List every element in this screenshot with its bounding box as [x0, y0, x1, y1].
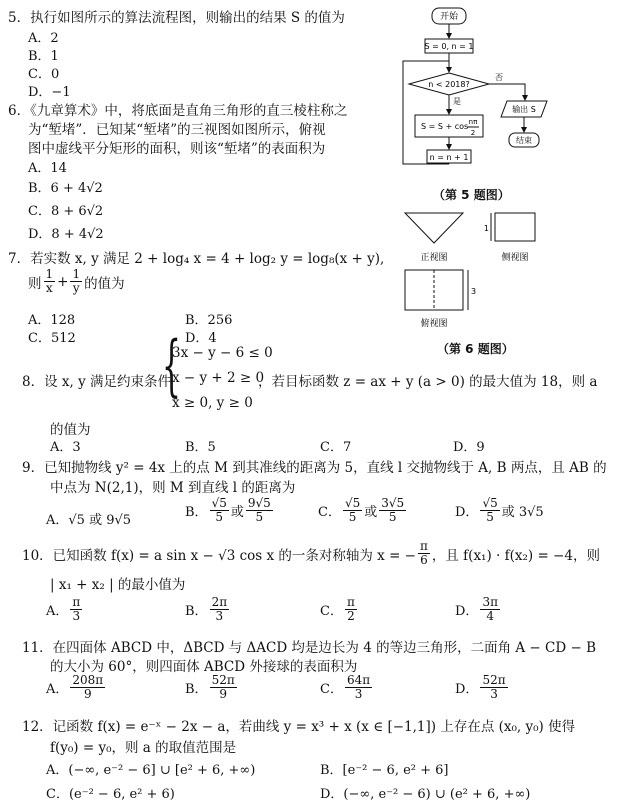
- q10-line2: | x₁ + x₂ | 的最小值为: [50, 577, 186, 593]
- side-view-dim: 1: [483, 224, 489, 233]
- flow-yes-label: 是: [453, 97, 461, 106]
- three-views-figure: [395, 205, 555, 330]
- q7-line2-pre: 则: [28, 275, 42, 292]
- flow-output-label: 输出 S: [512, 105, 536, 114]
- q7-line2-post: 的值为: [84, 275, 125, 292]
- q8-pre: 8．设 x, y 满足约束条件: [22, 374, 171, 390]
- q8-line2: 的值为: [50, 422, 91, 438]
- q10-line1: 10．已知函数 f(x) = a sin x − √3 cos x 的一条对称轴为 x = − $\frac{\pi}{6}$ ，且 f(x₁) · f(x₂) = −4，则: [22, 539, 600, 567]
- q11-option-b: B． $\frac{52\pi}{9}$: [185, 673, 235, 701]
- q8-brace: {: [162, 327, 181, 404]
- q9-line2: 中点为 N(2,1)，则 M 到直线 l 的距离为: [50, 480, 296, 496]
- q11-line2: 的大小为 60°，则四面体 ABCD 外接球的表面积为: [50, 659, 358, 675]
- flow-init-label: S = 0, n = 1: [424, 42, 474, 51]
- front-view-shape: [405, 213, 463, 243]
- q7-line2: 则 $\frac{1}{x}$ + $\frac{1}{y}$ 的值为: [28, 267, 125, 295]
- q12-line2: f(y₀) = y₀，则 a 的取值范围是: [50, 740, 237, 756]
- q11-option-d: D． $\frac{52\pi}{3}$: [455, 673, 506, 701]
- q11-option-a: A． $\frac{208\pi}{9}$: [46, 673, 104, 701]
- q12-line1: 12．记函数 f(x) = e⁻ˣ − 2x − a，若曲线 y = x³ + x (x ∈ [−1,1]) 上存在点 (x₀, y₀) 使得: [22, 719, 576, 735]
- q8-option-c: C．7: [320, 440, 352, 455]
- q6-option-d: D．8 + 4√2: [28, 227, 104, 242]
- q6-option-c: C．8 + 6√2: [28, 204, 104, 219]
- flow-end-label: 结束: [516, 136, 532, 145]
- flow-incr-label: n = n + 1: [429, 153, 469, 162]
- q7-frac-1y: $\frac{1}{y}$: [72, 267, 81, 295]
- q9-option-d: D． $\frac{√5}{5}$ 或 3√5: [455, 496, 544, 524]
- q6-line1: 6．《九章算术》中，将底面是直角三角形的直三棱柱称之: [8, 103, 348, 119]
- q8-constraint-3: x ≥ 0, y ≥ 0: [172, 395, 253, 411]
- q8-option-d: D．9: [453, 440, 485, 455]
- front-view-label: 正视图: [420, 253, 448, 263]
- flow-no-label: 否: [495, 73, 503, 82]
- q8-post: ，若目标函数 z = ax + y (a > 0) 的最大值为 18，则 a: [258, 374, 598, 390]
- q8-constraint-1: 3x − y − 6 ≤ 0: [172, 345, 273, 361]
- q10-option-c: C． $\frac{\pi}{2}$: [320, 595, 355, 623]
- fig6-caption: （第 6 题图）: [437, 342, 514, 356]
- q9-option-c: C． $\frac{√5}{5}$ 或 $\frac{3√5}{5}$: [318, 496, 405, 524]
- q8-option-a: A．3: [50, 440, 81, 455]
- flowchart-figure: [395, 4, 565, 182]
- q11-option-c: C． $\frac{64\pi}{3}$: [320, 673, 371, 701]
- top-view-label: 俯视图: [420, 319, 448, 329]
- q7-option-d: D．4: [185, 331, 217, 346]
- flow-decision-label: n < 2018?: [428, 80, 470, 89]
- q5-option-b: B．1: [28, 49, 59, 64]
- flow-body-frac-d: 2: [470, 129, 476, 137]
- q12-option-b: B．[e⁻² − 6, e² + 6]: [320, 763, 449, 778]
- side-view-label: 侧视图: [501, 253, 529, 263]
- q7-option-c: C．512: [28, 331, 76, 346]
- top-view-dim: 3: [471, 287, 477, 296]
- q10-option-b: B． $\frac{2\pi}{3}$: [185, 595, 228, 623]
- q6-line2: 为“堑堵”．已知某“堑堵”的三视图如图所示，俯视: [28, 122, 326, 138]
- flow-body-label: S = S + cos: [421, 122, 469, 131]
- side-view-shape: [495, 213, 535, 241]
- q12-option-c: C．(e⁻² − 6, e² + 6): [46, 787, 175, 802]
- q5-stem: 5．执行如图所示的算法流程图，则输出的结果 S 的值为: [8, 10, 345, 26]
- flow-start-label: 开始: [439, 12, 459, 22]
- q5-option-d: D．−1: [28, 85, 71, 100]
- q9-line1: 9．已知抛物线 y² = 4x 上的点 M 到其准线的距离为 5，直线 l 交抛物线于 A, B 两点，且 AB 的: [22, 460, 607, 476]
- q7-line1: 7．若实数 x, y 满足 2 + log₄ x = 4 + log₂ y = log₈(x + y),: [8, 251, 385, 267]
- q7-option-b: B．256: [185, 313, 233, 328]
- q9-option-a: A．√5 或 9√5: [46, 513, 132, 528]
- q7-frac-1x: $\frac{1}{x}$: [45, 267, 54, 295]
- q10-option-a: A． $\frac{\pi}{3}$: [46, 595, 81, 623]
- q12-option-a: A．(−∞, e⁻² − 6] ∪ [e² + 6, +∞): [46, 763, 256, 778]
- q9-option-b: B． $\frac{√5}{5}$ 或 $\frac{9√5}{5}$: [185, 496, 271, 524]
- fig5-caption: （第 5 题图）: [433, 188, 510, 202]
- flow-body-frac-n: nπ: [468, 118, 478, 126]
- q6-option-a: A．14: [28, 161, 67, 176]
- q12-option-d: D．(−∞, e⁻² − 6) ∪ (e² + 6, +∞): [320, 787, 531, 802]
- q10-option-d: D． $\frac{3\pi}{4}$: [455, 595, 498, 623]
- q5-option-a: A．2: [28, 31, 59, 46]
- q7-option-a: A．128: [28, 313, 76, 328]
- q8-option-b: B．5: [185, 440, 216, 455]
- q11-line1: 11．在四面体 ABCD 中，ΔBCD 与 ΔACD 均是边长为 4 的等边三角形，二面角 A − CD − B: [22, 640, 597, 656]
- q5-option-c: C．0: [28, 67, 60, 82]
- q6-line3: 图中虚线平分矩形的面积，则该“堑堵”的表面积为: [28, 141, 326, 157]
- q6-option-b: B．6 + 4√2: [28, 181, 103, 196]
- q8-constraint-2: x − y + 2 ≥ 0: [172, 370, 265, 386]
